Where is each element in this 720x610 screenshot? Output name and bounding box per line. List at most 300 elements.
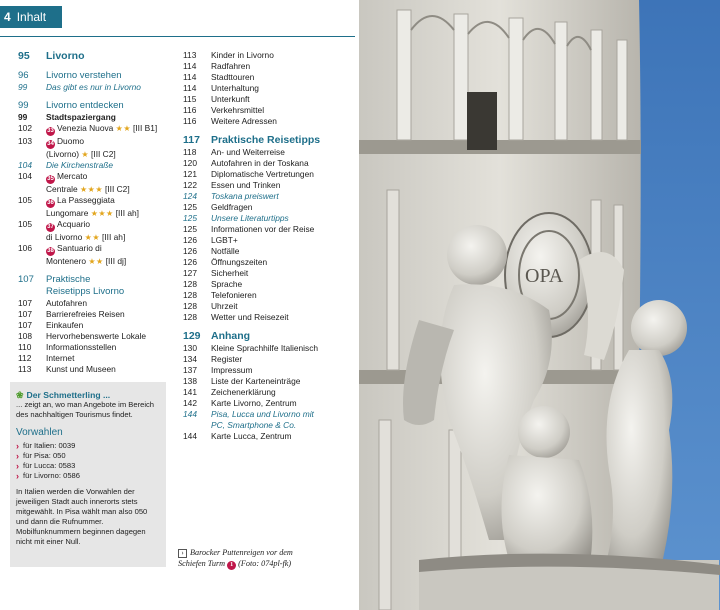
caption-line1: Barocker Puttenreigen vor dem <box>190 548 293 557</box>
toc-row <box>181 246 356 257</box>
info-intro: ... zeigt an, wo man Angebote im Bereich des nachhaltigen Tourismus findet. <box>16 400 155 419</box>
toc-entry[interactable] <box>16 243 176 267</box>
toc-title: Weitere Adressen <box>211 116 277 126</box>
toc-title: Unsere Literaturtipps <box>211 213 289 223</box>
toc-row-continued <box>16 232 176 243</box>
toc-entry[interactable] <box>16 50 176 63</box>
toc-row <box>181 180 356 191</box>
toc-row <box>181 235 356 246</box>
toc-title: Internet <box>46 353 75 363</box>
map-grid-reference: [III C2] <box>91 149 116 159</box>
toc-entry[interactable] <box>181 105 356 116</box>
toc-row <box>181 330 356 343</box>
toc-right-column <box>181 50 356 442</box>
toc-title: Liste der Karteneinträge <box>211 376 301 386</box>
toc-entry-text <box>211 191 356 202</box>
toc-entry-text <box>211 365 356 376</box>
toc-entry-text <box>211 147 356 158</box>
toc-page-number: 127 <box>183 268 197 278</box>
chevron-right-icon: › <box>16 461 19 471</box>
toc-title: Geldfragen <box>211 202 253 212</box>
toc-entry-text <box>211 398 356 409</box>
star-rating-icon: ★ <box>81 150 90 159</box>
toc-title: Essen und Trinken <box>211 180 281 190</box>
caption-credit: (Foto: 074pl-fk) <box>238 559 292 568</box>
toc-entry-text <box>46 219 176 232</box>
toc-page-number: 107 <box>18 309 32 319</box>
toc-row <box>16 320 176 331</box>
toc-page-number: 116 <box>183 116 197 126</box>
toc-title-continued: Montenero <box>46 256 87 266</box>
toc-title: Autofahren in der Toskana <box>211 158 309 168</box>
toc-row <box>181 343 356 354</box>
toc-entry-text <box>211 116 356 127</box>
toc-entry-text <box>211 257 356 268</box>
toc-entry-text <box>46 309 176 320</box>
toc-entry[interactable] <box>181 94 356 105</box>
toc-entry-text <box>211 343 356 354</box>
toc-row <box>181 312 356 323</box>
toc-title-continued: Reisetipps Livorno <box>46 286 125 297</box>
toc-page-number: 104 <box>18 171 32 181</box>
toc-entry-text <box>211 431 356 442</box>
toc-title: An- und Weiterreise <box>211 147 285 157</box>
toc-entry[interactable] <box>16 70 176 82</box>
toc-entry-text <box>211 279 356 290</box>
toc-row <box>181 94 356 105</box>
toc-page-number: 125 <box>183 202 197 212</box>
sight-number-badge: 35 <box>47 176 54 182</box>
toc-entry[interactable] <box>181 202 356 213</box>
map-grid-reference: [III ah] <box>115 208 139 218</box>
toc-row <box>181 279 356 290</box>
toc-entry[interactable] <box>16 112 176 123</box>
sight-name: Venezia Nuova <box>57 123 114 133</box>
toc-row <box>181 376 356 387</box>
toc-entry[interactable] <box>181 409 356 431</box>
toc-row <box>16 123 176 136</box>
toc-entry[interactable] <box>16 82 176 93</box>
toc-title: Karte Livorno, Zentrum <box>211 398 297 408</box>
toc-entry[interactable] <box>181 279 356 290</box>
toc-title: Livorno verstehen <box>46 70 122 81</box>
star-rating-icon: ★★ <box>88 257 104 266</box>
toc-row <box>16 171 176 184</box>
toc-entry-text <box>211 387 356 398</box>
toc-entry[interactable] <box>16 171 176 195</box>
toc-page-number: 113 <box>18 364 32 374</box>
toc-entry-text <box>211 180 356 191</box>
sight-name: Duomo <box>57 136 84 146</box>
toc-entry-text <box>211 94 356 105</box>
toc-row <box>16 70 176 82</box>
toc-row <box>181 147 356 158</box>
toc-row-continued <box>16 149 176 160</box>
toc-page-number: 107 <box>18 298 32 308</box>
toc-entry[interactable] <box>181 354 356 365</box>
map-grid-reference: [III B1] <box>133 123 158 133</box>
camera-icon: › <box>178 549 187 558</box>
toc-page-number: 110 <box>18 342 32 352</box>
toc-entry[interactable] <box>181 158 356 169</box>
toc-entry[interactable] <box>181 301 356 312</box>
toc-entry-text <box>46 82 176 93</box>
sight-name: Mercato <box>57 171 88 181</box>
toc-page-number: 124 <box>183 191 197 201</box>
toc-row <box>181 224 356 235</box>
toc-page-number: 128 <box>183 301 197 311</box>
toc-page-number: 130 <box>183 343 197 353</box>
toc-entry[interactable] <box>181 169 356 180</box>
toc-row <box>181 354 356 365</box>
toc-row <box>16 331 176 342</box>
toc-entry-text <box>46 195 176 208</box>
toc-entry-text <box>211 83 356 94</box>
toc-row <box>16 342 176 353</box>
info-box-title <box>16 390 160 400</box>
toc-entry-text <box>211 409 356 420</box>
toc-page-number: 112 <box>18 353 32 363</box>
toc-page-number: 120 <box>183 158 197 168</box>
toc-entry[interactable] <box>16 331 176 342</box>
toc-page-number: 137 <box>183 365 197 375</box>
page-header <box>0 6 62 28</box>
sight-number-badge: 36 <box>47 200 54 206</box>
toc-row <box>16 298 176 309</box>
toc-entry[interactable] <box>16 274 176 298</box>
toc-entry[interactable] <box>181 343 356 354</box>
toc-page-number: 122 <box>183 180 197 190</box>
toc-title: Diplomatische Vertretungen <box>211 169 314 179</box>
vorwahl-item <box>16 461 160 471</box>
toc-page-number: 128 <box>183 279 197 289</box>
toc-row <box>181 158 356 169</box>
toc-entry[interactable] <box>16 100 176 112</box>
caption-line2-prefix: Schiefen Turm <box>178 559 226 568</box>
toc-title: Sprache <box>211 279 243 289</box>
toc-entry[interactable] <box>181 246 356 257</box>
vorwahl-item <box>16 441 160 451</box>
toc-page-number: 106 <box>18 243 32 253</box>
toc-title: Karte Lucca, Zentrum <box>211 431 292 441</box>
toc-entry-text <box>211 235 356 246</box>
vorwahl-text: für Pisa: 050 <box>23 451 66 460</box>
toc-entry-text <box>211 213 356 224</box>
toc-entry-text <box>46 70 176 82</box>
toc-row <box>181 50 356 61</box>
toc-row-continued <box>16 286 176 298</box>
star-rating-icon: ★★ <box>115 124 132 133</box>
toc-page-number: 125 <box>183 213 197 223</box>
toc-page-number: 99 <box>18 112 28 122</box>
toc-entry-text <box>211 312 356 323</box>
toc-entry[interactable] <box>181 134 356 147</box>
toc-entry-text <box>46 364 176 375</box>
shield-inscription: OPA <box>525 265 564 287</box>
toc-entry-text <box>46 243 176 256</box>
toc-title: Anhang <box>211 330 251 342</box>
vorwahl-text: für Italien: 0039 <box>23 441 76 450</box>
toc-entry[interactable] <box>16 219 176 243</box>
toc-title: Impressum <box>211 365 253 375</box>
toc-entry[interactable] <box>181 387 356 398</box>
toc-title: Praktische <box>46 274 91 285</box>
vorwahl-text: für Livorno: 0586 <box>23 471 80 480</box>
toc-title: Einkaufen <box>46 320 84 330</box>
toc-title: Hervorhebenswerte Lokale <box>46 331 147 341</box>
toc-page-number: 108 <box>18 331 32 341</box>
vorwahlen-note: In Italien werden die Vorwahlen der jeweiligen Stadt auch innerorts stets mitgewählt. In Pisa wählt man also 050 und dann die Rufnummer. Mobilfunknummern beginnen dagegen nicht mit einer Null. <box>16 487 148 546</box>
toc-title: Barrierefreies Reisen <box>46 309 125 319</box>
toc-page-number: 114 <box>183 61 197 71</box>
toc-page-number: 99 <box>18 100 29 111</box>
toc-entry[interactable] <box>181 312 356 323</box>
toc-entry-text <box>211 61 356 72</box>
toc-page-number: 121 <box>183 169 197 179</box>
toc-page-number: 105 <box>18 219 32 229</box>
toc-row <box>181 202 356 213</box>
toc-title: Notfälle <box>211 246 240 256</box>
butterfly-icon: ❀ <box>16 390 24 400</box>
toc-entry[interactable] <box>16 353 176 364</box>
toc-entry-text <box>211 50 356 61</box>
toc-row <box>181 268 356 279</box>
toc-entry[interactable] <box>181 376 356 387</box>
toc-page-number: 115 <box>183 94 197 104</box>
toc-title-continued: (Livorno) <box>46 149 80 159</box>
toc-entry-text <box>46 112 176 123</box>
toc-row <box>181 134 356 147</box>
toc-entry-text <box>46 331 176 342</box>
toc-row <box>16 195 176 208</box>
toc-title: Die Kirchenstraße <box>46 160 114 170</box>
toc-entry[interactable] <box>16 320 176 331</box>
toc-entry[interactable] <box>181 268 356 279</box>
toc-entry[interactable] <box>181 431 356 442</box>
toc-row-continued <box>181 420 356 431</box>
toc-entry-text <box>211 169 356 180</box>
toc-page-number: 114 <box>183 83 197 93</box>
toc-page-number: 114 <box>183 72 197 82</box>
toc-title: Das gibt es nur in Livorno <box>46 82 141 92</box>
toc-title: Livorno entdecken <box>46 100 124 111</box>
sight-number-badge: 34 <box>47 141 54 147</box>
header-rule <box>0 36 355 37</box>
vorwahlen-title: Vorwahlen <box>16 427 63 438</box>
toc-row <box>16 136 176 149</box>
toc-title: Unterkunft <box>211 94 250 104</box>
toc-entry-text <box>46 171 176 184</box>
toc-title-continued: di Livorno <box>46 232 83 242</box>
toc-entry[interactable] <box>181 72 356 83</box>
toc-page-number: 99 <box>18 82 28 92</box>
toc-entry-text <box>46 274 176 286</box>
toc-entry-text <box>211 72 356 83</box>
toc-entry-text <box>211 354 356 365</box>
toc-entry-text <box>46 342 176 353</box>
putti-statue-photo <box>359 0 720 610</box>
chevron-right-icon: › <box>16 441 19 451</box>
sight-number-badge: 33 <box>47 128 54 134</box>
toc-entry-text <box>46 50 176 63</box>
map-grid-reference: [III C2] <box>105 184 130 194</box>
toc-entry-text <box>211 158 356 169</box>
toc-row-continued <box>16 208 176 219</box>
sight-name: Acquario <box>57 219 91 229</box>
toc-row <box>181 169 356 180</box>
toc-title: Pisa, Lucca und Livorno mit <box>211 409 314 419</box>
toc-page-number: 107 <box>18 274 34 285</box>
toc-row-continued <box>16 184 176 195</box>
toc-entry-text <box>211 134 356 147</box>
toc-title-continued: Centrale <box>46 184 78 194</box>
toc-title: Autofahren <box>46 298 87 308</box>
toc-title-continued: PC, Smartphone & Co. <box>211 420 297 430</box>
toc-page-number: 116 <box>183 105 197 115</box>
toc-entry-text <box>211 330 356 343</box>
toc-title: Informationen vor der Reise <box>211 224 315 234</box>
toc-row <box>181 61 356 72</box>
toc-row <box>181 257 356 268</box>
toc-left-column <box>16 50 176 375</box>
toc-title: Stadttouren <box>211 72 255 82</box>
toc-entry[interactable] <box>16 160 176 171</box>
toc-page-number: 103 <box>18 136 32 146</box>
toc-entry[interactable] <box>181 213 356 224</box>
map-grid-reference: [III ah] <box>102 232 126 242</box>
toc-row <box>181 116 356 127</box>
toc-row <box>181 301 356 312</box>
toc-title: Öffnungszeiten <box>211 257 268 267</box>
toc-entry[interactable] <box>16 136 176 160</box>
toc-row <box>16 100 176 112</box>
toc-page-number: 107 <box>18 320 32 330</box>
info-box <box>10 382 166 567</box>
toc-row <box>16 364 176 375</box>
star-rating-icon: ★★★ <box>79 185 103 194</box>
toc-entry[interactable] <box>181 290 356 301</box>
toc-page-number: 126 <box>183 257 197 267</box>
toc-entry[interactable] <box>181 330 356 343</box>
toc-row <box>181 83 356 94</box>
toc-row <box>181 290 356 301</box>
toc-row <box>181 398 356 409</box>
toc-page-number: 126 <box>183 246 197 256</box>
vorwahl-text: für Lucca: 0583 <box>23 461 76 470</box>
toc-entry[interactable] <box>181 50 356 61</box>
vorwahl-item <box>16 451 160 461</box>
toc-row-continued <box>16 256 176 267</box>
toc-entry-text <box>46 298 176 309</box>
toc-title: Unterhaltung <box>211 83 259 93</box>
toc-entry[interactable] <box>181 83 356 94</box>
toc-title: LGBT+ <box>211 235 238 245</box>
toc-title: Kunst und Museen <box>46 364 116 374</box>
toc-entry[interactable] <box>181 398 356 409</box>
toc-row <box>16 82 176 93</box>
toc-page-number: 128 <box>183 290 197 300</box>
toc-entry[interactable] <box>16 298 176 309</box>
page-title: Inhalt <box>16 10 47 24</box>
toc-title: Register <box>211 354 243 364</box>
toc-entry[interactable] <box>16 123 176 136</box>
toc-entry[interactable] <box>16 364 176 375</box>
toc-page-number: 104 <box>18 160 32 170</box>
toc-title: Radfahren <box>211 61 251 71</box>
map-grid-reference: [III dj] <box>105 256 127 266</box>
toc-entry[interactable] <box>16 195 176 219</box>
toc-title: Sicherheit <box>211 268 249 278</box>
chevron-right-icon: › <box>16 471 19 481</box>
toc-page-number: 96 <box>18 70 29 81</box>
toc-title-continued: Lungomare <box>46 208 89 218</box>
toc-entry-text <box>211 246 356 257</box>
toc-row <box>181 409 356 420</box>
toc-entry[interactable] <box>181 257 356 268</box>
toc-entry[interactable] <box>181 224 356 235</box>
toc-title: Livorno <box>46 50 85 62</box>
toc-entry[interactable] <box>181 116 356 127</box>
toc-row <box>16 353 176 364</box>
toc-title: Stadtspaziergang <box>46 112 116 122</box>
toc-entry[interactable] <box>181 61 356 72</box>
toc-page-number: 117 <box>183 134 200 146</box>
toc-entry[interactable] <box>181 147 356 158</box>
toc-row <box>181 387 356 398</box>
toc-entry-text <box>46 353 176 364</box>
toc-row <box>181 105 356 116</box>
info-title-text: Der Schmetterling ... <box>26 390 111 400</box>
toc-entry-text <box>46 123 176 136</box>
toc-entry[interactable] <box>16 309 176 320</box>
photo-caption <box>178 547 328 570</box>
sight-number-badge: 37 <box>47 224 54 230</box>
toc-entry[interactable] <box>181 191 356 202</box>
map-pin-badge: 1 <box>227 561 236 570</box>
toc-entry-text <box>211 268 356 279</box>
toc-entry[interactable] <box>181 365 356 376</box>
toc-entry[interactable] <box>181 235 356 246</box>
chevron-right-icon: › <box>16 451 19 461</box>
toc-page-number: 142 <box>183 398 197 408</box>
toc-entry-text <box>211 301 356 312</box>
toc-row <box>16 309 176 320</box>
toc-entry-text <box>211 224 356 235</box>
toc-row <box>16 160 176 171</box>
toc-title: Toskana preiswert <box>211 191 279 201</box>
toc-row <box>181 365 356 376</box>
toc-entry-text <box>211 105 356 116</box>
toc-page-number: 138 <box>183 376 197 386</box>
toc-entry-text <box>46 100 176 112</box>
toc-entry[interactable] <box>16 342 176 353</box>
star-rating-icon: ★★★ <box>90 209 114 218</box>
toc-title: Uhrzeit <box>211 301 238 311</box>
toc-row <box>181 72 356 83</box>
toc-row <box>181 191 356 202</box>
toc-page-number: 129 <box>183 330 201 342</box>
sight-name: Santuario di <box>57 243 102 253</box>
toc-row <box>16 219 176 232</box>
toc-title: Informationsstellen <box>46 342 117 352</box>
toc-row <box>16 50 176 63</box>
toc-page-number: 118 <box>183 147 197 157</box>
toc-entry[interactable] <box>181 180 356 191</box>
toc-page-number: 102 <box>18 123 32 133</box>
toc-title: Verkehrsmittel <box>211 105 265 115</box>
toc-entry-text <box>46 320 176 331</box>
toc-row <box>16 274 176 286</box>
